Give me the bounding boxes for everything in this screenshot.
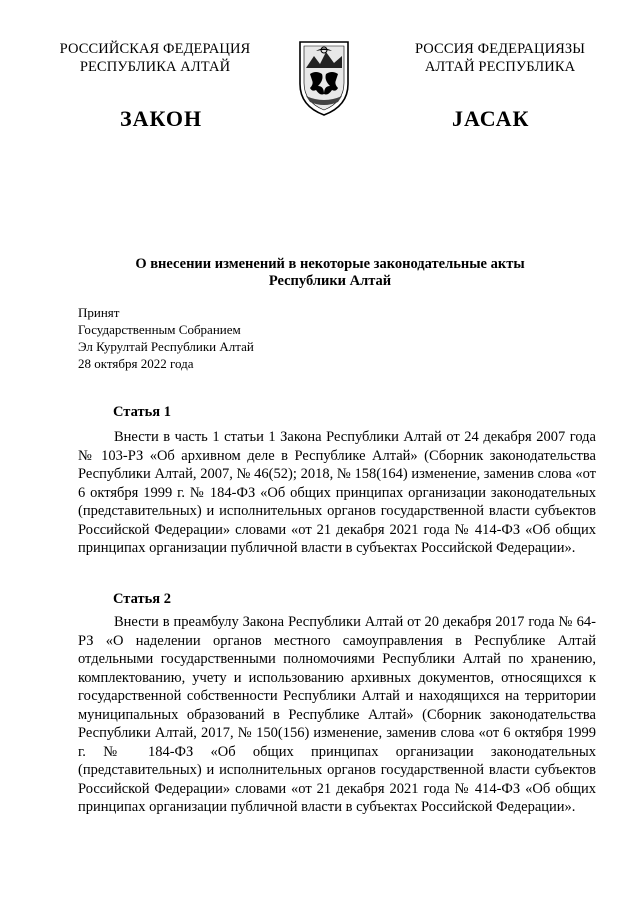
law-title-altai: JАСАК [452,106,530,131]
document-title [60,256,600,290]
header-right [395,40,605,76]
header-left-line-1: РОССИЙСКАЯ ФЕДЕРАЦИЯ [59,41,251,57]
adopted-body: Государственным Собранием [78,322,241,337]
header-left [40,40,270,76]
law-title-ru: ЗАКОН [120,106,203,131]
adopted-label: Принят [78,305,120,320]
title-line-2: Республики Алтай [268,273,392,289]
article-2-text: Внести в преамбулу Закона Республики Алтай от 20 декабря 2017 года № 64-РЗ «О наделении органов местного самоуправления в Республике Алтай отдельными государственными полномочиями Республики Алтай по хранению, комплектованию, учету и использованию архивных документов, относящихся к государственной собственности Республики Алтай и находящихся на территории муниципальных образований в Республике Алтай» (Сборник законодательства Республики Алтай, 2017, № 150(156) изменение, заменив слова «от 6 октября 1999 г. № 184-ФЗ «Об общих принципах организации законодательных (представительных) и исполнительных органов государственной власти субъектов Российской Федерации» словами «от 21 декабря 2021 года № 414-ФЗ «Об общих принципах организации публичной власти в субъектах Российской Федерации». [78,614,596,815]
title-line-1: О внесении изменений в некоторые законодательные акты [135,256,525,272]
header-left-line-2: РЕСПУБЛИКА АЛТАЙ [79,59,231,75]
article-1-text: Внести в часть 1 статьи 1 Закона Республики Алтай от 24 декабря 2007 года № 103-РЗ «Об архивном деле в Республике Алтай» (Сборник законодательства Республики Алтай, 2007, № 46(52); 2018, № 158(164) изменение, заменив слова «от 6 октября 1999 г. № 184-ФЗ «Об общих принципах организации законодательных (представительных) и исполнительных органов государственной власти субъектов Российской Федерации» словами «от 21 декабря 2021 года № 414-ФЗ «Об общих принципах организации публичной власти в субъектах Российской Федерации». [78,429,596,556]
article-2-heading: Статья 2 [113,591,171,607]
adoption-block [78,304,254,372]
adopted-date: 28 октября 2022 года [78,356,194,371]
header-right-line-2: АЛТАЙ РЕСПУБЛИКА [424,59,576,75]
article-1-heading: Статья 1 [113,404,171,420]
republic-emblem-icon [294,38,354,118]
header-right-line-1: РОССИЯ ФЕДЕРАЦИЯЗЫ [414,41,586,57]
adopted-body-full: Эл Курултай Республики Алтай [78,339,254,354]
